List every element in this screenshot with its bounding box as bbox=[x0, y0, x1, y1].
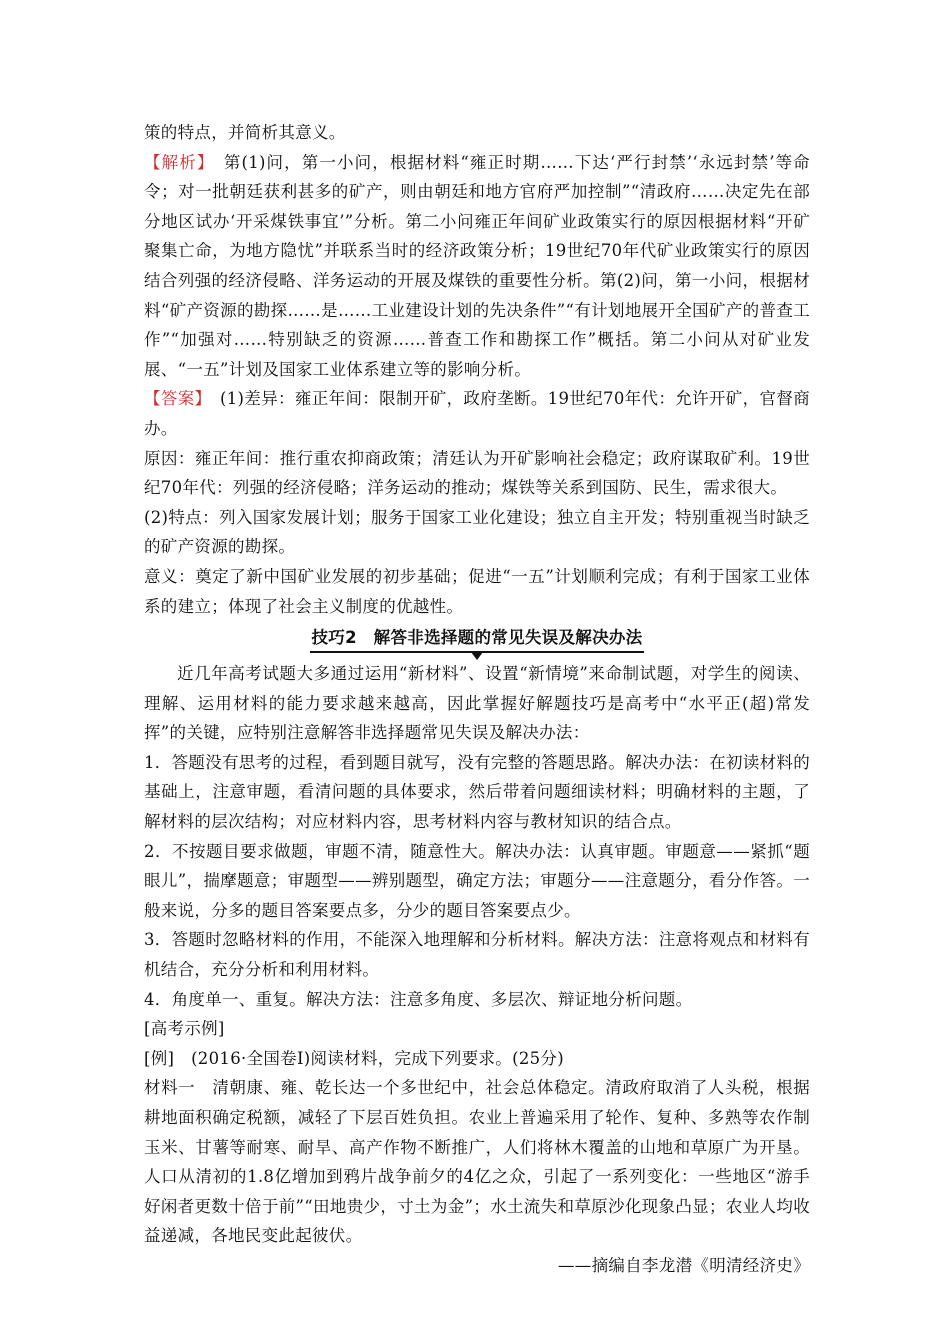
analysis-paragraph bbox=[144, 148, 810, 385]
section-title-text: 技巧2 解答非选择题的常见失误及解决办法 bbox=[311, 628, 643, 648]
answer-text: (1)差异：雍正年间：限制开矿，政府垄断。19世纪70年代：允许开矿，官督商办。 bbox=[144, 389, 810, 438]
list-item-2: 2．不按题目要求做题，审题不清，随意性大。解决办法：认真审题。审题意——紧抓“题眼儿”，揣摩题意；审题型——辨别题型，确定方法；审题分——注意题分，看分作答。一般来说，分多的题目答案要点多，分少的题目答案要点少。 bbox=[144, 841, 810, 920]
reason-paragraph: 原因：雍正年间：推行重农抑商政策；清廷认为开矿影响社会稳定；政府谋取矿利。19世纪70年代：列强的经济侵略；洋务运动的推动；煤铁等关系到国防、民生，需求很大。 bbox=[144, 448, 810, 498]
exam-heading: [高考示例] bbox=[144, 1019, 225, 1039]
material-one: 材料一 清朝康、雍、乾长达一个多世纪中，社会总体稳定。清政府取消了人头税，根据耕地面积确定税额，减轻了下层百姓负担。农业上普遍采用了轮作、复种、多熟等农作制玉米、甘薯等耐寒、耐旱、高产作物不断推广，人们将林木覆盖的山地和草原广为开垦。人口从清初的1.8亿增加到鸦片战争前夕的4亿之众，引起了一系列变化：一些地区“游手好闲者更数十倍于前”“田地贵少，寸土为金”；水土流失和草原沙化现象凸显；农业人均收益递减，各地民变此起彼伏。 bbox=[144, 1078, 810, 1246]
list-item-1: 1．答题没有思考的过程，看到题目就写，没有完整的答题思路。解决办法：在初读材料的基础上，注意审题，看清问题的具体要求，然后带着问题细读材料；明确材料的主题，了解材料的层次结构；对应材料内容，思考材料内容与教材知识的结合点。 bbox=[144, 752, 810, 832]
meaning-paragraph: 意义：奠定了新中国矿业发展的初步基础；促进“一五”计划顺利完成；有利于国家工业体系的建立；体现了社会主义制度的优越性。 bbox=[144, 566, 810, 616]
document-body bbox=[144, 118, 810, 1281]
down-arrow-icon bbox=[471, 652, 483, 660]
answer-paragraph bbox=[144, 384, 810, 443]
source-citation: ——摘编自李龙潜《明清经济史》 bbox=[558, 1255, 810, 1275]
analysis-label: 【解析】 bbox=[144, 152, 207, 172]
feature-paragraph: (2)特点：列入国家发展计划；服务于国家工业化建设；独立自主开发；特别重视当时缺乏的矿产资源的勘探。 bbox=[144, 507, 810, 557]
section-heading bbox=[144, 623, 810, 653]
example-line: [例] (2016·全国卷Ⅰ)阅读材料，完成下列要求。(25分) bbox=[144, 1048, 564, 1068]
intro-paragraph: 策的特点，并简析其意义。 bbox=[144, 123, 346, 142]
section-title bbox=[310, 626, 645, 653]
list-item-4: 4．角度单一、重复。解决方法：注意多角度、多层次、辩证地分析问题。 bbox=[144, 989, 693, 1009]
analysis-text: 第(1)问，第一小问，根据材料“雍正时期……下达‘严行封禁’‘永远封禁’等命令；对一批朝廷获利甚多的矿产，则由朝廷和地方官府严加控制”“清政府……决定先在部分地区试办‘开采煤铁事宜’”分析。第二小问雍正年间矿业政策实行的原因根据材料“开矿聚集亡命，为地方隐忧”并联系当时的经济政策分析；19世纪70年代矿业政策实行的原因结合列强的经济侵略、洋务运动的开展及煤铁的重要性分析。第(2)问，第一小问，根据材料“矿产资源的勘探……是……工业建设计划的先决条件”“有计划地展开全国矿产的普查工作”“加强对……特别缺乏的资源……普查工作和勘探工作”概括。第二小问从对矿业发展、“一五”计划及国家工业体系建立等的影响分析。 bbox=[144, 152, 810, 379]
list-item-3: 3．答题时忽略材料的作用，不能深入地理解和分析材料。解决方法：注意将观点和材料有机结合，充分分析和利用材料。 bbox=[144, 930, 810, 980]
answer-label: 【答案】 bbox=[144, 389, 204, 409]
lead-paragraph: 近几年高考试题大多通过运用“新材料”、设置“新情境”来命制试题，对学生的阅读、理解、运用材料的能力要求越来越高，因此掌握好解题技巧是高考中“水平正(超)常发挥”的关键，应特别注意解答非选择题常见失误及解决办法： bbox=[144, 664, 810, 743]
